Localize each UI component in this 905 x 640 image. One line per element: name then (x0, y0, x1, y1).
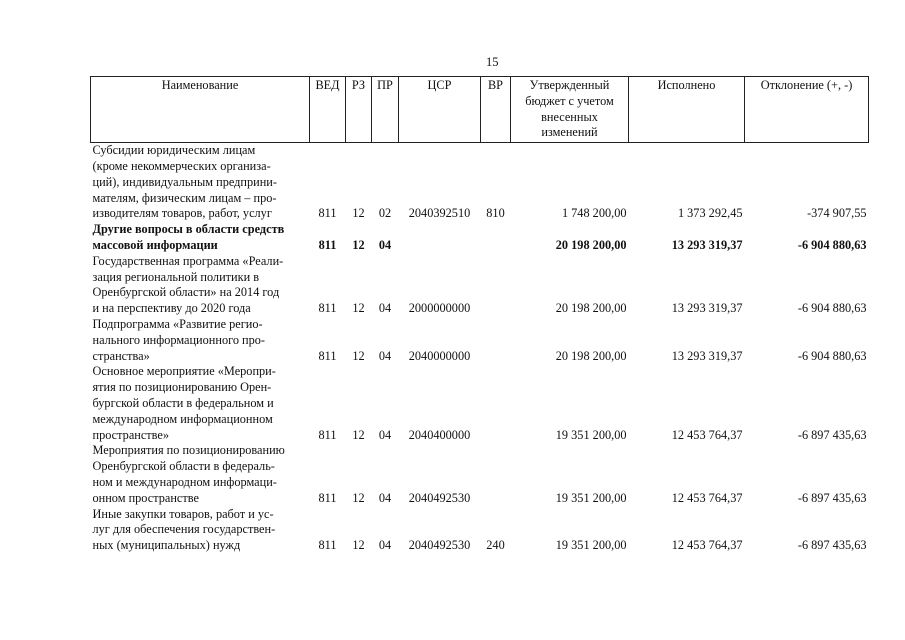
page-number: 15 (486, 55, 499, 69)
cell-name (91, 364, 310, 443)
cell-approved: 20 198 200,00 (555, 237, 627, 252)
cell-csr: 2040400000 (408, 427, 471, 442)
name-line: странства» (92, 348, 150, 363)
name-line: ций), индивидуальным предприни- (92, 174, 277, 189)
cell-vr (481, 317, 511, 364)
cell-executed: 1 373 292,45 (677, 206, 743, 221)
cell-csr: 2040392510 (408, 206, 471, 221)
cell-deviation: -6 897 435,63 (797, 427, 867, 442)
name-line: онном пространстве (92, 490, 199, 505)
name-line: пространстве» (92, 427, 170, 442)
cell-name (91, 443, 310, 506)
cell-name (91, 507, 310, 554)
cell-pr: 04 (378, 237, 392, 252)
name-line: Основное мероприятие «Меропри- (92, 364, 276, 379)
cell-pr: 04 (378, 490, 392, 505)
name-line: Субсидии юридическим лицам (92, 143, 256, 158)
cell-vr (481, 254, 511, 317)
cell-csr: 2040492530 (408, 490, 471, 505)
header-name: Наименование (91, 77, 310, 143)
cell-csr: 2040000000 (408, 348, 471, 363)
header-approved: Утвержденный бюджет с учетом внесенных изменений (511, 77, 629, 143)
header-deviation: Отклонение (+, -) (745, 77, 869, 143)
name-line: и на перспективу до 2020 года (92, 301, 251, 316)
cell-approved: 19 351 200,00 (555, 490, 627, 505)
cell-csr: 2000000000 (408, 301, 471, 316)
cell-name (91, 254, 310, 317)
cell-deviation: -6 904 880,63 (797, 301, 867, 316)
table-row (91, 443, 869, 506)
name-line: изводителям товаров, работ, услуг (92, 206, 272, 221)
name-line: Государственная программа «Реали- (92, 253, 284, 268)
cell-approved: 20 198 200,00 (555, 348, 627, 363)
name-line: Оренбургской области в федераль- (92, 459, 275, 474)
header-row (91, 77, 869, 143)
cell-pr: 04 (378, 348, 392, 363)
cell-executed: 12 453 764,37 (671, 427, 743, 442)
cell-deviation: -6 904 880,63 (797, 237, 867, 252)
name-line: Оренбургской области» на 2014 год (92, 285, 280, 300)
cell-rz: 12 (352, 490, 365, 505)
header-ved: ВЕД (310, 77, 346, 143)
name-line: Подпрограмма «Развитие регио- (92, 316, 263, 331)
cell-deviation: -6 904 880,63 (797, 348, 867, 363)
cell-rz: 12 (352, 237, 365, 252)
cell-executed: 13 293 319,37 (671, 237, 743, 252)
table-body (91, 143, 869, 554)
name-line: ных (муниципальных) нужд (92, 538, 241, 553)
cell-rz: 12 (352, 538, 365, 553)
name-line: Мероприятия по позиционированию (92, 443, 285, 458)
cell-name (91, 222, 310, 254)
name-line: мателям, физическим лицам – про- (92, 190, 277, 205)
cell-ved: 811 (318, 427, 337, 442)
cell-pr: 04 (378, 427, 392, 442)
cell-executed: 12 453 764,37 (671, 538, 743, 553)
table-row (91, 364, 869, 443)
cell-executed: 13 293 319,37 (671, 301, 743, 316)
header-vr: ВР (481, 77, 511, 143)
table-row (91, 254, 869, 317)
header-executed: Исполнено (629, 77, 745, 143)
name-line: международном информационном (92, 411, 273, 426)
cell-pr: 04 (378, 301, 392, 316)
name-line: Иные закупки товаров, работ и ус- (92, 506, 274, 521)
cell-vr: 240 (486, 538, 505, 553)
cell-executed: 12 453 764,37 (671, 490, 743, 505)
cell-pr: 04 (378, 538, 392, 553)
name-line: луг для обеспечения государствен- (92, 522, 276, 537)
cell-ved: 811 (318, 301, 337, 316)
cell-csr (399, 222, 481, 254)
cell-deviation: -6 897 435,63 (797, 490, 867, 505)
cell-ved: 811 (318, 490, 337, 505)
name-line: Другие вопросы в области средств (92, 222, 285, 237)
name-line: бургской области в федеральном и (92, 395, 274, 410)
name-line: зация региональной политики в (92, 269, 260, 284)
cell-rz: 12 (352, 301, 365, 316)
cell-name (91, 317, 310, 364)
table-row (91, 507, 869, 554)
cell-vr (481, 443, 511, 506)
name-line: ятия по позиционированию Орен- (92, 380, 272, 395)
cell-vr: 810 (486, 206, 505, 221)
cell-name (91, 143, 310, 222)
cell-approved: 20 198 200,00 (555, 301, 627, 316)
cell-deviation: -6 897 435,63 (797, 538, 867, 553)
cell-csr: 2040492530 (408, 538, 471, 553)
cell-vr (481, 364, 511, 443)
name-line: массовой информации (92, 237, 218, 252)
cell-rz: 12 (352, 206, 365, 221)
cell-ved: 811 (318, 538, 337, 553)
cell-ved: 811 (318, 237, 337, 252)
cell-deviation: -374 907,55 (807, 206, 867, 221)
header-rz: РЗ (346, 77, 372, 143)
cell-approved: 19 351 200,00 (555, 538, 627, 553)
cell-rz: 12 (352, 348, 365, 363)
cell-pr: 02 (378, 206, 392, 221)
cell-executed: 13 293 319,37 (671, 348, 743, 363)
cell-ved: 811 (318, 348, 337, 363)
cell-rz: 12 (352, 427, 365, 442)
table-row (91, 143, 869, 222)
cell-approved: 1 748 200,00 (561, 206, 627, 221)
header-pr: ПР (372, 77, 399, 143)
cell-ved: 811 (318, 206, 337, 221)
name-line: (кроме некоммерческих организа- (92, 158, 271, 173)
name-line: нального информационного про- (92, 332, 266, 347)
cell-approved: 19 351 200,00 (555, 427, 627, 442)
header-csr: ЦСР (399, 77, 481, 143)
table-row (91, 222, 869, 254)
cell-vr (481, 222, 511, 254)
name-line: ном и международном информаци- (92, 474, 277, 489)
table-row (91, 317, 869, 364)
budget-table (90, 76, 869, 554)
